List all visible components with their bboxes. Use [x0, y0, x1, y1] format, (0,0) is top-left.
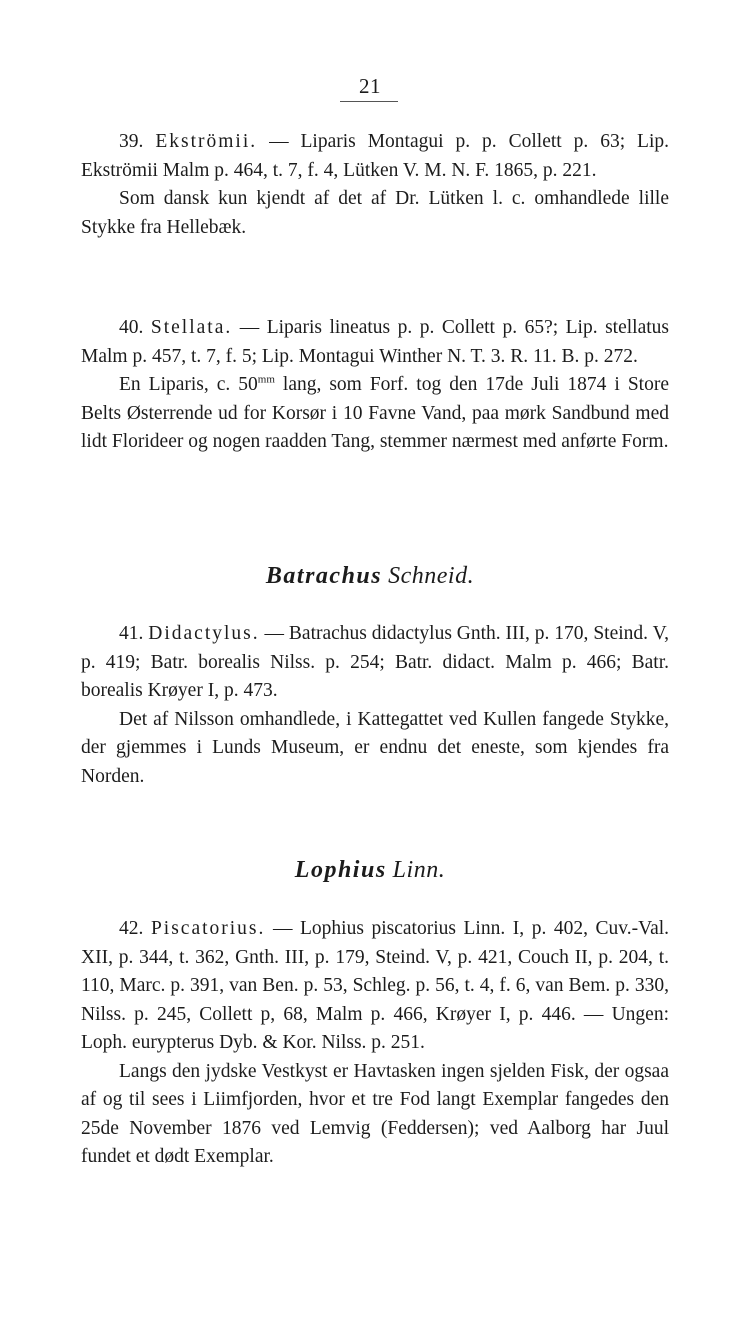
entry-42-synonymy	[81, 915, 669, 1058]
entry-39	[81, 128, 669, 242]
genus-name: Lophius	[294, 857, 387, 883]
page-number: 21	[359, 74, 381, 98]
entry-42	[81, 915, 669, 1172]
species-name: Stellata.	[150, 317, 233, 338]
synonymy-text: — Liparis lineatus p. p. Collett p. 65?; Lip. stellatus Malm p. 457, t. 7, f. 5; Lip. Montagui Winther N. T. 3. R. 11. B. p. 272.	[81, 317, 669, 367]
section-heading-batrachus	[0, 563, 740, 590]
entry-41-paragraph: Det af Nilsson omhandlede, i Kattegattet ved Kullen fangede Stykke, der gjemmes i Lunds Museum, er endnu det eneste, som kjendes fra Norden.	[81, 708, 669, 787]
entry-40-synonymy	[81, 314, 669, 371]
unit-superscript: mm	[257, 373, 275, 386]
species-name: Didactylus.	[148, 623, 260, 644]
entry-39-paragraph: Som dansk kun kjendt af det af Dr. Lütken l. c. omhandlede lille Stykke fra Hellebæk.	[81, 188, 669, 238]
genus-author: Schneid.	[388, 563, 475, 589]
synonymy-text: — Lophius piscatorius Linn. I, p. 402, Cuv.-Val. XII, p. 344, t. 362, Gnth. III, p. 179, Steind. V, p. 421, Couch II, p. 204, t. 110, Marc. p. 391, van Ben. p. 53, Schleg. p. 56, t. 4, f. 6, van Bem. p. 330, Nilss. p. 245, Collett p, 68, Malm p. 466, Krøyer I, p. 446. — Ungen: Loph. eurypterus Dyb. & Kor. Nilss. p. 251.	[81, 918, 670, 1053]
species-name: Piscatorius.	[150, 918, 266, 939]
entry-number: 41.	[119, 623, 144, 644]
paragraph-text: En Liparis, c. $50^{mm}$ lang, som Forf. tog den 17de Juli 1874 i Store Belts Østerrende ud for Korsør i 10 Favne Vand, paa mørk Sandbund med lidt Florideer og nogen raadden Tang, stemmer nærmest med anførte Form.	[81, 373, 669, 452]
entry-41-synonymy	[81, 620, 669, 706]
entry-number: 42.	[119, 918, 144, 939]
genus-author: Linn.	[392, 857, 446, 883]
entry-number: 40.	[119, 317, 144, 338]
synonymy-text: — Liparis Montagui p. p. Collett p. 63; Lip. Ekströmii Malm p. 464, t. 7, f. 4, Lütken V. M. N. F. 1865, p. 221.	[81, 131, 670, 181]
entry-number: 39.	[119, 131, 144, 152]
synonymy-text: — Batrachus didactylus Gnth. III, p. 170, Steind. V, p. 419; Batr. borealis Nilss. p. 254; Batr. didact. Malm p. 466; Batr. borealis Krøyer I, p. 473.	[81, 623, 670, 701]
entry-41	[81, 620, 669, 791]
entry-39-synonymy	[81, 128, 669, 185]
entry-42-paragraph: Langs den jydske Vestkyst er Havtasken ingen sjelden Fisk, der ogsaa af og til sees i Liimfjorden, hvor et tre Fod langt Exemplar fangedes den 25de November 1876 ved Lemvig (Feddersen); ved Aalborg har Juul fundet et dødt Exemplar.	[81, 1060, 669, 1167]
genus-name: Batrachus	[265, 563, 383, 589]
entry-40-paragraph	[81, 371, 669, 457]
section-heading-lophius	[0, 857, 740, 884]
entry-40	[81, 314, 669, 457]
page-number-rule	[340, 101, 398, 102]
species-name: Ekströmii.	[155, 131, 258, 152]
